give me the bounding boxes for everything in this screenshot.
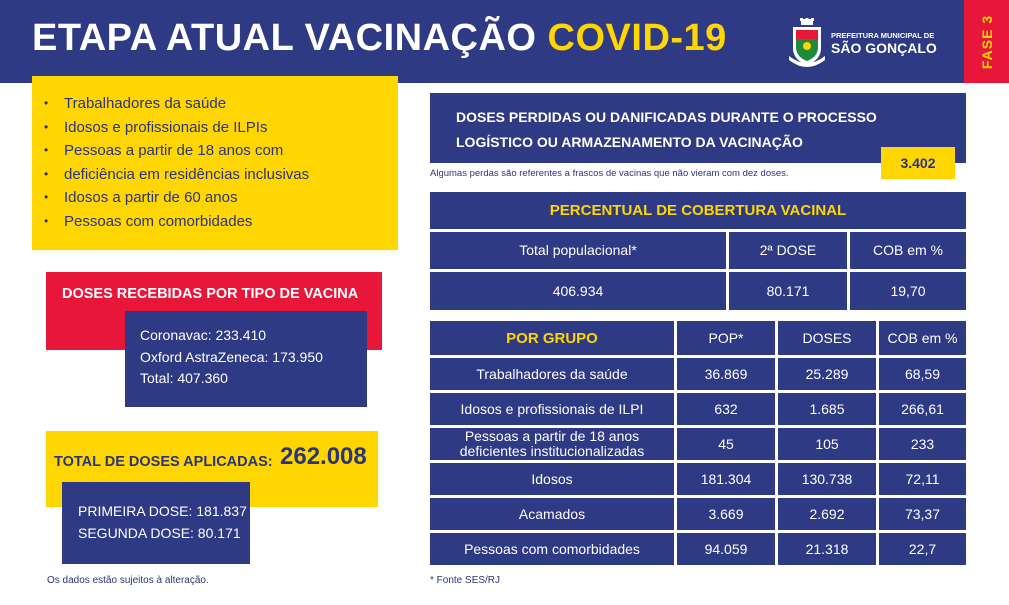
coverage-header: Total populacional* xyxy=(430,232,726,269)
group-name-cell: Idosos xyxy=(430,463,674,495)
total-applied-label: TOTAL DE DOSES APLICADAS: xyxy=(54,454,273,470)
group-cob-cell: 73,37 xyxy=(879,498,966,530)
group-pop-cell: 94.059 xyxy=(677,533,775,565)
group-doses-cell: 2.692 xyxy=(778,498,876,530)
group-cob-cell: 233 xyxy=(879,428,966,460)
lost-doses-value: 3.402 xyxy=(881,147,955,179)
city-coat-of-arms-icon xyxy=(787,18,827,70)
lost-doses-title: DOSES PERDIDAS OU DANIFICADAS DURANTE O PROCESSO LOGÍSTICO OU ARMAZENAMENTO DA VACINAÇÃO xyxy=(456,109,877,150)
doses-received-line: Total: 407.360 xyxy=(140,370,228,386)
group-cob-cell: 68,59 xyxy=(879,358,966,390)
group-cob-cell: 22,7 xyxy=(879,533,966,565)
coverage-title: PERCENTUAL DE COBERTURA VACINAL xyxy=(430,192,966,229)
group-pop-cell: 45 xyxy=(677,428,775,460)
source-note: * Fonte SES/RJ xyxy=(430,575,501,586)
group-doses-cell: 105 xyxy=(778,428,876,460)
logo-text-line1: PREFEITURA MUNICIPAL DE xyxy=(831,31,935,40)
header-bar xyxy=(0,0,1009,83)
group-name-cell: Pessoas a partir de 18 anos deficientes institucionalizadas xyxy=(430,428,674,460)
coverage-value: 19,70 xyxy=(850,272,966,310)
coverage-value: 406.934 xyxy=(430,272,726,310)
total-applied-value: 262.008 xyxy=(280,443,367,470)
group-pop-cell: 3.669 xyxy=(677,498,775,530)
coverage-value: 80.171 xyxy=(729,272,847,310)
group-doses-cell: 1.685 xyxy=(778,393,876,425)
logo-text-line2: SÃO GONÇALO xyxy=(831,40,937,56)
phase-label: FASE 3 xyxy=(978,14,995,69)
priority-group-item: • Pessoas com comorbidades xyxy=(44,210,398,234)
doses-received-line: Coronavac: 233.410 xyxy=(140,327,267,343)
group-table-header: COB em % xyxy=(879,321,966,355)
group-pop-cell: 36.869 xyxy=(677,358,775,390)
group-table-header: POR GRUPO xyxy=(430,321,674,355)
group-table-header: DOSES xyxy=(778,321,876,355)
group-cob-cell: 72,11 xyxy=(879,463,966,495)
page-title: ETAPA ATUAL VACINAÇÃO COVID-19 xyxy=(32,17,727,59)
lost-doses-note: Algumas perdas são referentes a frascos de vacinas que não vieram com dez doses. xyxy=(430,168,789,179)
second-dose-count: SEGUNDA DOSE: 80.171 xyxy=(78,524,241,541)
doses-received-details xyxy=(125,311,367,407)
city-logo xyxy=(787,18,952,70)
group-doses-cell: 130.738 xyxy=(778,463,876,495)
group-cob-cell: 266,61 xyxy=(879,393,966,425)
group-doses-cell: 21.318 xyxy=(778,533,876,565)
group-name-cell: Idosos e profissionais de ILPI xyxy=(430,393,674,425)
priority-group-item: • Trabalhadores da saúde xyxy=(44,92,398,116)
doses-received-line: Oxford AstraZeneca: 173.950 xyxy=(140,348,323,365)
priority-groups-panel xyxy=(32,76,398,250)
group-name-cell: Acamados xyxy=(430,498,674,530)
first-dose-count: PRIMEIRA DOSE: 181.837 xyxy=(78,503,247,519)
priority-group-item: • Idosos e profissionais de ILPIs xyxy=(44,116,398,140)
priority-group-item: • deficiência em residências inclusivas xyxy=(44,163,398,187)
group-name-cell: Trabalhadores da saúde xyxy=(430,358,674,390)
coverage-header: COB em % xyxy=(850,232,966,269)
coverage-header: 2ª DOSE xyxy=(729,232,847,269)
group-pop-cell: 632 xyxy=(677,393,775,425)
group-name-cell: Pessoas com comorbidades xyxy=(430,533,674,565)
data-disclaimer: Os dados estão sujeitos à alteração. xyxy=(47,575,209,586)
group-pop-cell: 181.304 xyxy=(677,463,775,495)
group-doses-cell: 25.289 xyxy=(778,358,876,390)
dose-breakdown xyxy=(62,482,250,564)
priority-group-item: • Pessoas a partir de 18 anos com xyxy=(44,139,398,163)
doses-received-title: DOSES RECEBIDAS POR TIPO DE VACINA xyxy=(62,286,359,302)
priority-group-item: • Idosos a partir de 60 anos xyxy=(44,186,398,210)
title-highlight: COVID-19 xyxy=(547,17,727,59)
phase-badge xyxy=(964,0,1009,83)
group-table-header: POP* xyxy=(677,321,775,355)
